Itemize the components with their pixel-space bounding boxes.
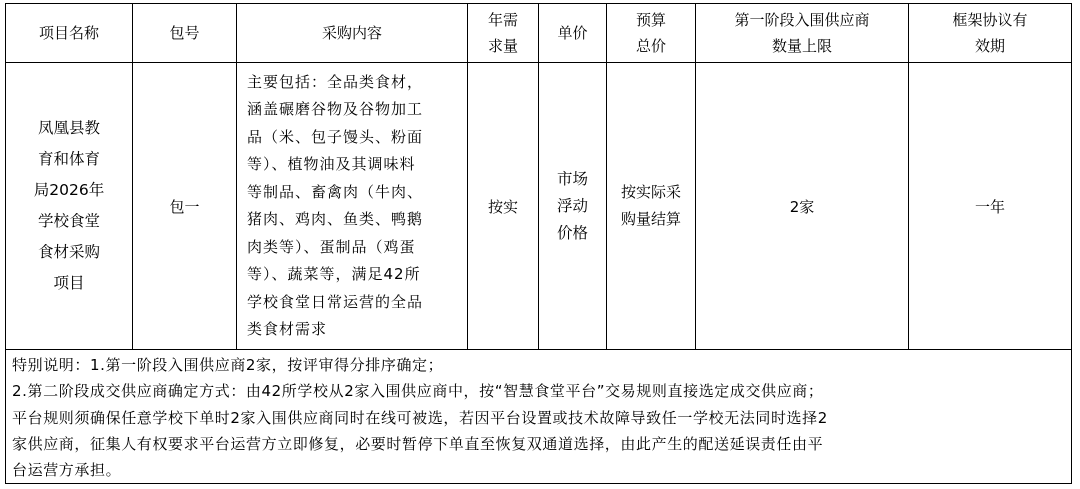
content-line: 等）、蔬菜等，满足42所 bbox=[247, 265, 421, 283]
content-line: 猪肉、鸡肉、鱼类、鸭鹅 bbox=[247, 210, 424, 228]
table-row bbox=[6, 63, 1072, 350]
note-line: 2.第二阶段成交供应商确定方式：由42所学校从2家入围供应商中，按“智慧食堂平台”交易规则直接选定成交供应商； bbox=[12, 382, 824, 401]
note-line: 台运营方承担。 bbox=[12, 461, 122, 480]
unit-price-cell bbox=[539, 63, 607, 350]
budget-line: 购量结算 bbox=[620, 210, 681, 228]
header-validity bbox=[909, 4, 1072, 63]
header-content: 采购内容 bbox=[237, 4, 468, 63]
notes-row bbox=[6, 350, 1072, 484]
header-row bbox=[6, 4, 1072, 63]
content-line: 品（米、包子馒头、粉面 bbox=[247, 127, 424, 146]
header-budget bbox=[607, 4, 696, 63]
procurement-table bbox=[5, 3, 1072, 484]
supplier-limit-cell: 2家 bbox=[696, 63, 909, 350]
project-name-line: 项目 bbox=[53, 274, 85, 292]
header-validity-line1: 框架协议有 bbox=[952, 11, 1028, 29]
header-budget-line2: 总价 bbox=[635, 37, 666, 55]
package-cell: 包一 bbox=[133, 63, 237, 350]
content-line: 类食材需求 bbox=[247, 320, 328, 338]
content-cell bbox=[237, 63, 468, 350]
note-line: 平台规则须确保任意学校下单时2家入围供应商同时在线可被选，若因平台设置或技术故障导致任一学校无法同时选择2 bbox=[12, 408, 828, 427]
project-name-line: 凤凰县教 bbox=[37, 119, 100, 137]
content-line: 等制品、畜禽肉（牛肉、 bbox=[247, 182, 424, 201]
special-notes-cell bbox=[6, 350, 1072, 484]
header-project-name: 项目名称 bbox=[6, 4, 133, 63]
content-line: 学校食堂日常运营的全品 bbox=[247, 292, 424, 311]
budget-cell bbox=[607, 63, 696, 350]
project-name-line: 局2026年 bbox=[33, 181, 105, 199]
project-name-cell bbox=[6, 63, 133, 350]
note-line: 家供应商，征集人有权要求平台运营方立即修复，必要时暂停下单直至恢复双通道选择，由此产生的配送延误责任由平 bbox=[12, 434, 824, 453]
project-name-line: 育和体育 bbox=[37, 150, 100, 168]
header-limit-line2: 数量上限 bbox=[771, 37, 832, 55]
content-line: 肉类等）、蛋制品（鸡蛋 bbox=[247, 237, 416, 256]
budget-line: 按实际采 bbox=[620, 183, 681, 201]
content-line: 主要包括：全品类食材， bbox=[247, 72, 424, 91]
header-annual-qty-line1: 年需 bbox=[487, 11, 518, 29]
header-budget-line1: 预算 bbox=[635, 11, 666, 29]
procurement-table-sheet bbox=[5, 3, 1071, 484]
content-line: 涵盖碾磨谷物及谷物加工 bbox=[247, 100, 424, 118]
header-limit-line1: 第一阶段入围供应商 bbox=[734, 11, 870, 29]
header-annual-qty bbox=[468, 4, 539, 63]
annual-qty-cell: 按实 bbox=[468, 63, 539, 350]
project-name-line: 学校食堂 bbox=[37, 212, 100, 230]
project-name-line: 食材采购 bbox=[37, 243, 100, 261]
header-unit-price: 单价 bbox=[539, 4, 607, 63]
note-line: 特别说明：1.第一阶段入围供应商2家，按评审得分排序确定； bbox=[12, 356, 444, 374]
unit-price-line: 市场 bbox=[556, 169, 588, 188]
content-line: 等）、植物油及其调味料 bbox=[247, 155, 416, 173]
validity-cell: 一年 bbox=[909, 63, 1072, 350]
header-validity-line2: 效期 bbox=[974, 37, 1005, 55]
unit-price-line: 浮动 bbox=[556, 196, 588, 215]
unit-price-line: 价格 bbox=[556, 223, 588, 242]
header-package: 包号 bbox=[133, 4, 237, 63]
header-supplier-limit bbox=[696, 4, 909, 63]
header-annual-qty-line2: 求量 bbox=[487, 37, 518, 55]
